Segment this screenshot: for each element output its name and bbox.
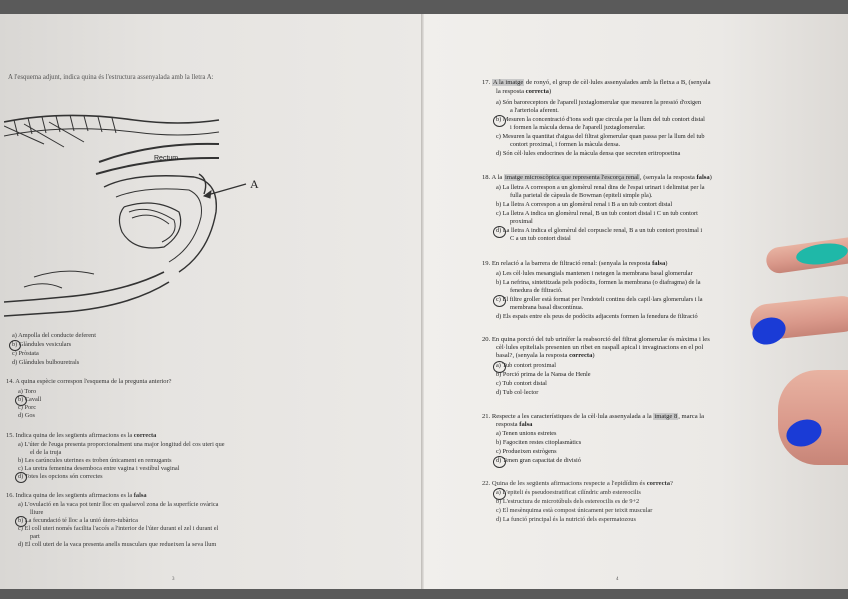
q22-option-c: c) El mesènquima està compost únicament per teixit muscular <box>496 507 653 514</box>
q21-question: 21. Respecte a les característiques de la cèl·lula assenyalada a la imatge 8, marca la <box>482 413 705 420</box>
q19-option-d: d) Els espais entre els peus de podòcits adjacents formen la fenedura de filtració <box>496 313 698 320</box>
q13-option-a: a) Ampolla del conducte deferent <box>12 332 96 339</box>
q18-option-c-cont: proximal <box>510 218 533 225</box>
q18-option-c: c) La lletra A indica un glomèrul renal, B un tub contort distal i C un tub contort <box>496 210 698 217</box>
label-a: A <box>250 177 259 191</box>
answer-mark-circle <box>493 295 506 307</box>
q18-option-a: a) La lletra A correspon a un glomèrul renal dins de l'espai urinari i delimitat per la <box>496 184 705 191</box>
answer-mark-circle <box>493 456 506 468</box>
q22-question: 22. Quina de les següents afirmacions respecte a l'epidídim és correcta? <box>482 480 673 487</box>
page-number-right: 4 <box>616 577 619 582</box>
finger-lower <box>778 370 848 465</box>
q14-option-d: d) Gos <box>18 412 35 419</box>
q20-option-c: c) Tub contort distal <box>496 380 547 387</box>
q14-option-b: b) Cavall <box>18 396 42 403</box>
q16-option-d: d) El coll uteri de la vaca presenta anells musculars que redueixen la seva llum <box>18 541 217 548</box>
q15-option-a-cont: el de la truja <box>30 449 62 456</box>
q19-option-c-cont: membrana basal discontínua. <box>510 304 584 311</box>
q21-option-c: c) Produeixen estrògens <box>496 448 557 455</box>
q22-option-a: a) L'epiteli és pseudoestratificat cilíndric amb estereocilis <box>496 489 641 496</box>
answer-mark-circle <box>15 472 27 483</box>
q19-option-a: a) Les cèl·lules mesangials mantenen i netegen la membrana basal glomerular <box>496 270 693 277</box>
answer-mark-circle <box>493 226 506 238</box>
q19-question: 19. En relació a la barrera de filtració renal: (senyala la resposta falsa) <box>482 260 668 267</box>
q21-option-b: b) Fagociten restes citoplasmàtics <box>496 439 582 446</box>
q17-question-cont: la resposta correcta) <box>496 88 552 95</box>
q16-option-c-cont: part <box>30 533 40 540</box>
q18-option-b: b) La lletra A correspon a un glomèrul renal i B a un tub contort distal <box>496 201 673 208</box>
q17-option-d: d) Són cèl·lules endocrines de la màcula densa que secreten eritropoetina <box>496 150 681 157</box>
q20-question-cont2: basal?, (senyala la resposta correcta) <box>496 352 595 359</box>
q20-option-d: d) Tub col·lector <box>496 389 539 396</box>
q17-option-c: c) Mesuren la quantitat d'aigua del filtrat glomerular quan passa per la llum del tub <box>496 133 705 140</box>
q19-option-b-cont: fenedura de filtració. <box>510 287 563 294</box>
q15-option-b: b) Les carúncules uterines es troben únicament en remugants <box>18 457 172 464</box>
q14-option-c: c) Porc <box>18 404 37 411</box>
q15-question: 15. Indica quina de les següents afirmacions es la correcta <box>6 432 157 439</box>
q18-question: 18. A la imatge microscòpica que representa l'escorça renal, (senyala la resposta falsa) <box>482 174 712 181</box>
answer-mark-circle <box>493 115 506 127</box>
q17-option-c-cont: contort proximal, i formen la màcula densa. <box>510 141 621 148</box>
q20-question: 20. En quina porció del tub urinífer la reabsorció del filtrat glomerular és màxima i les <box>482 336 710 343</box>
q17-option-a: a) Són baroreceptors de l'aparell juxtaglomerular que mesuren la pressió d'oxigen <box>496 99 702 106</box>
q21-option-a: a) Tenen unions estretes <box>496 430 557 437</box>
reproductive-tract-diagram <box>4 102 294 322</box>
q20-option-a: a) Tub contort proximal <box>496 362 557 369</box>
q17-option-b-cont: i formen la màcula densa de l'aparell juxtaglomerular. <box>510 124 646 131</box>
q22-option-b: b) L'estructura de microtúbuls dels estereocilis es de 9+2 <box>496 498 640 505</box>
q16-option-a-cont: lliure <box>30 509 44 516</box>
q17-option-b: b) Mesuren la concentració d'ions sodi que circula per la llum del tub contort distal <box>496 116 705 123</box>
q21-option-d: d) Tenen gran capacitat de divisió <box>496 457 581 464</box>
q14-question: 14. A quina espècie correspon l'esquema de la pregunta anterior? <box>6 378 172 385</box>
left-exam-page <box>0 14 422 589</box>
rectum-label: Rectum <box>154 155 179 162</box>
q16-question: 16. Indica quina de les següents afirmacions es la falsa <box>6 492 147 499</box>
q22-option-d: d) La funció principal és la nutrició dels espermatozous <box>496 516 636 523</box>
q18-option-d: d) La lletra A indica el glomèrul del corpuscle renal, B a un tub contort proximal i <box>496 227 703 234</box>
q19-option-c: c) El filtre groller està format per l'endoteli continu dels capil·lars glomerulars i la <box>496 296 703 303</box>
q20-option-b: b) Porció prima de la Nansa de Henle <box>496 371 591 378</box>
q15-option-a: a) L'úter de l'euga presenta proporcionalment una major longitud del cos uteri que <box>18 441 225 448</box>
q17-question: 17. A la imatge de ronyó, el grup de cèl·lules assenyalades amb la fletxa a B, (senyala <box>482 79 711 86</box>
q16-option-b: b) La fecundació té lloc a la unió útero-tubàrica <box>18 517 138 524</box>
q16-option-c: c) El coll uteri només facilita l'accés a l'interior de l'úter durant el zel i durant el <box>18 525 219 532</box>
q20-question-cont: cèl·lules epitelials presenten un ribet en raspall apical i invaginacions en el pol <box>496 344 704 351</box>
page-number-left: 3 <box>172 577 175 582</box>
intro-question: A l'esquema adjunt, indica quina és l'estructura assenyalada amb la lletra A: <box>8 74 214 81</box>
q13-option-c: c) Pròstata <box>12 350 39 357</box>
q21-question-cont: resposta falsa <box>496 421 533 428</box>
q13-option-b: b) Glàndules vesiculars <box>12 341 72 348</box>
q15-option-c: c) La uretra femenina desemboca entre vagina i vestíbul vaginal <box>18 465 180 472</box>
q17-option-a-cont: a l'arteriola aferent. <box>510 107 559 114</box>
q18-option-a-cont: fulla parietal de càpsula de Bowman (epiteli simple pla). <box>510 192 653 199</box>
q16-option-a: a) L'ovulació en la vaca pot tenir lloc en qualsevol zona de la superfície ovàrica <box>18 501 219 508</box>
q13-option-d: d) Glàndules bulbouretrals <box>12 359 80 366</box>
q18-option-d-cont: C a un tub contort distal <box>510 235 571 242</box>
q15-option-d: d) Totes les opcions són correctes <box>18 473 103 480</box>
q14-option-a: a) Toro <box>18 388 37 395</box>
q19-option-b: b) La nefrina, sintetitzada pels podòcits, formen la membrana (o diafragma) de la <box>496 279 701 286</box>
